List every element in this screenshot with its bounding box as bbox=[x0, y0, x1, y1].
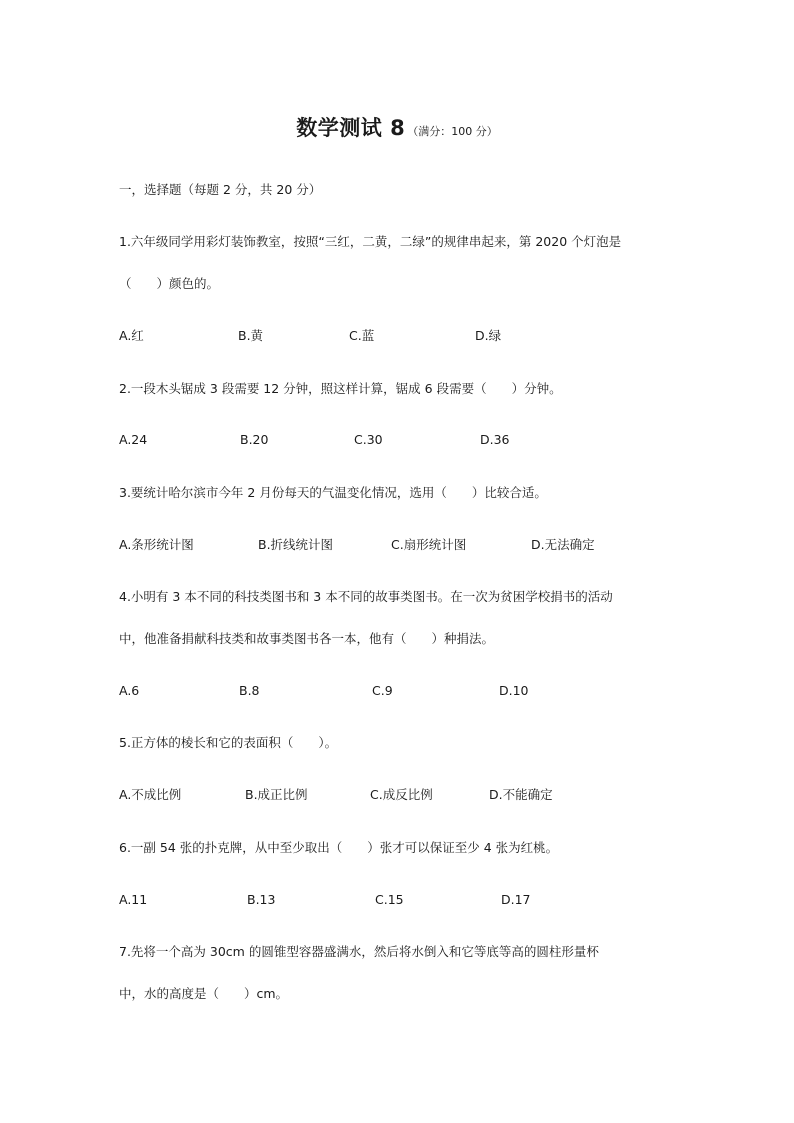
question-5-option-c: C.成反比例 bbox=[370, 787, 433, 802]
question-4-option-d: D.10 bbox=[499, 683, 529, 698]
question-1-option-a: A.红 bbox=[119, 328, 144, 343]
question-5-line-1: 5.正方体的棱长和它的表面积（ ）。 bbox=[119, 735, 338, 750]
question-3-line-1: 3.要统计哈尔滨市今年 2 月份每天的气温变化情况，选用（ ）比较合适。 bbox=[119, 485, 547, 500]
question-4-line-2: 中，他准备捐献科技类和故事类图书各一本，他有（ ）种捐法。 bbox=[119, 631, 495, 646]
exam-title bbox=[0, 112, 794, 142]
question-3-option-b: B.折线统计图 bbox=[258, 537, 334, 552]
question-7-line-1: 7.先将一个高为 30cm 的圆锥型容器盛满水，然后将水倒入和它等底等高的圆柱形量杯 bbox=[119, 944, 599, 959]
question-4-line-1: 4.小明有 3 本不同的科技类图书和 3 本不同的故事类图书。在一次为贫困学校捐书的活动 bbox=[119, 589, 613, 604]
question-5-option-a: A.不成比例 bbox=[119, 787, 182, 802]
question-1-option-d: D.绿 bbox=[475, 328, 502, 343]
question-4-option-b: B.8 bbox=[239, 683, 260, 698]
question-6-option-c: C.15 bbox=[375, 892, 404, 907]
question-4-option-a: A.6 bbox=[119, 683, 140, 698]
exam-title-score: （满分：100 分） bbox=[407, 125, 498, 138]
question-6-option-d: D.17 bbox=[501, 892, 531, 907]
question-6-option-a: A.11 bbox=[119, 892, 148, 907]
question-2-option-d: D.36 bbox=[480, 432, 510, 447]
question-2-option-b: B.20 bbox=[240, 432, 269, 447]
question-3-option-a: A.条形统计图 bbox=[119, 537, 194, 552]
question-7-line-2: 中，水的高度是（ ）cm。 bbox=[119, 986, 289, 1001]
question-1-option-c: C.蓝 bbox=[349, 328, 375, 343]
question-2-option-a: A.24 bbox=[119, 432, 148, 447]
question-1-line-2: （ ）颜色的。 bbox=[119, 276, 220, 291]
question-5-option-b: B.成正比例 bbox=[245, 787, 308, 802]
question-1-line-1: 1.六年级同学用彩灯装饰教室，按照“三红，二黄，二绿”的规律串起来，第 2020 个灯泡是 bbox=[119, 234, 622, 249]
exam-title-main: 数学测试 8 bbox=[296, 116, 406, 140]
question-5-option-d: D.不能确定 bbox=[489, 787, 553, 802]
question-3-option-d: D.无法确定 bbox=[531, 537, 595, 552]
question-2-line-1: 2.一段木头锯成 3 段需要 12 分钟，照这样计算，锯成 6 段需要（ ）分钟。 bbox=[119, 381, 562, 396]
section-heading: 一，选择题（每题 2 分，共 20 分） bbox=[119, 182, 322, 197]
question-6-line-1: 6.一副 54 张的扑克牌，从中至少取出（ ）张才可以保证至少 4 张为红桃。 bbox=[119, 840, 559, 855]
question-6-option-b: B.13 bbox=[247, 892, 276, 907]
question-1-option-b: B.黄 bbox=[238, 328, 264, 343]
question-2-option-c: C.30 bbox=[354, 432, 383, 447]
question-4-option-c: C.9 bbox=[372, 683, 393, 698]
question-3-option-c: C.扇形统计图 bbox=[391, 537, 467, 552]
